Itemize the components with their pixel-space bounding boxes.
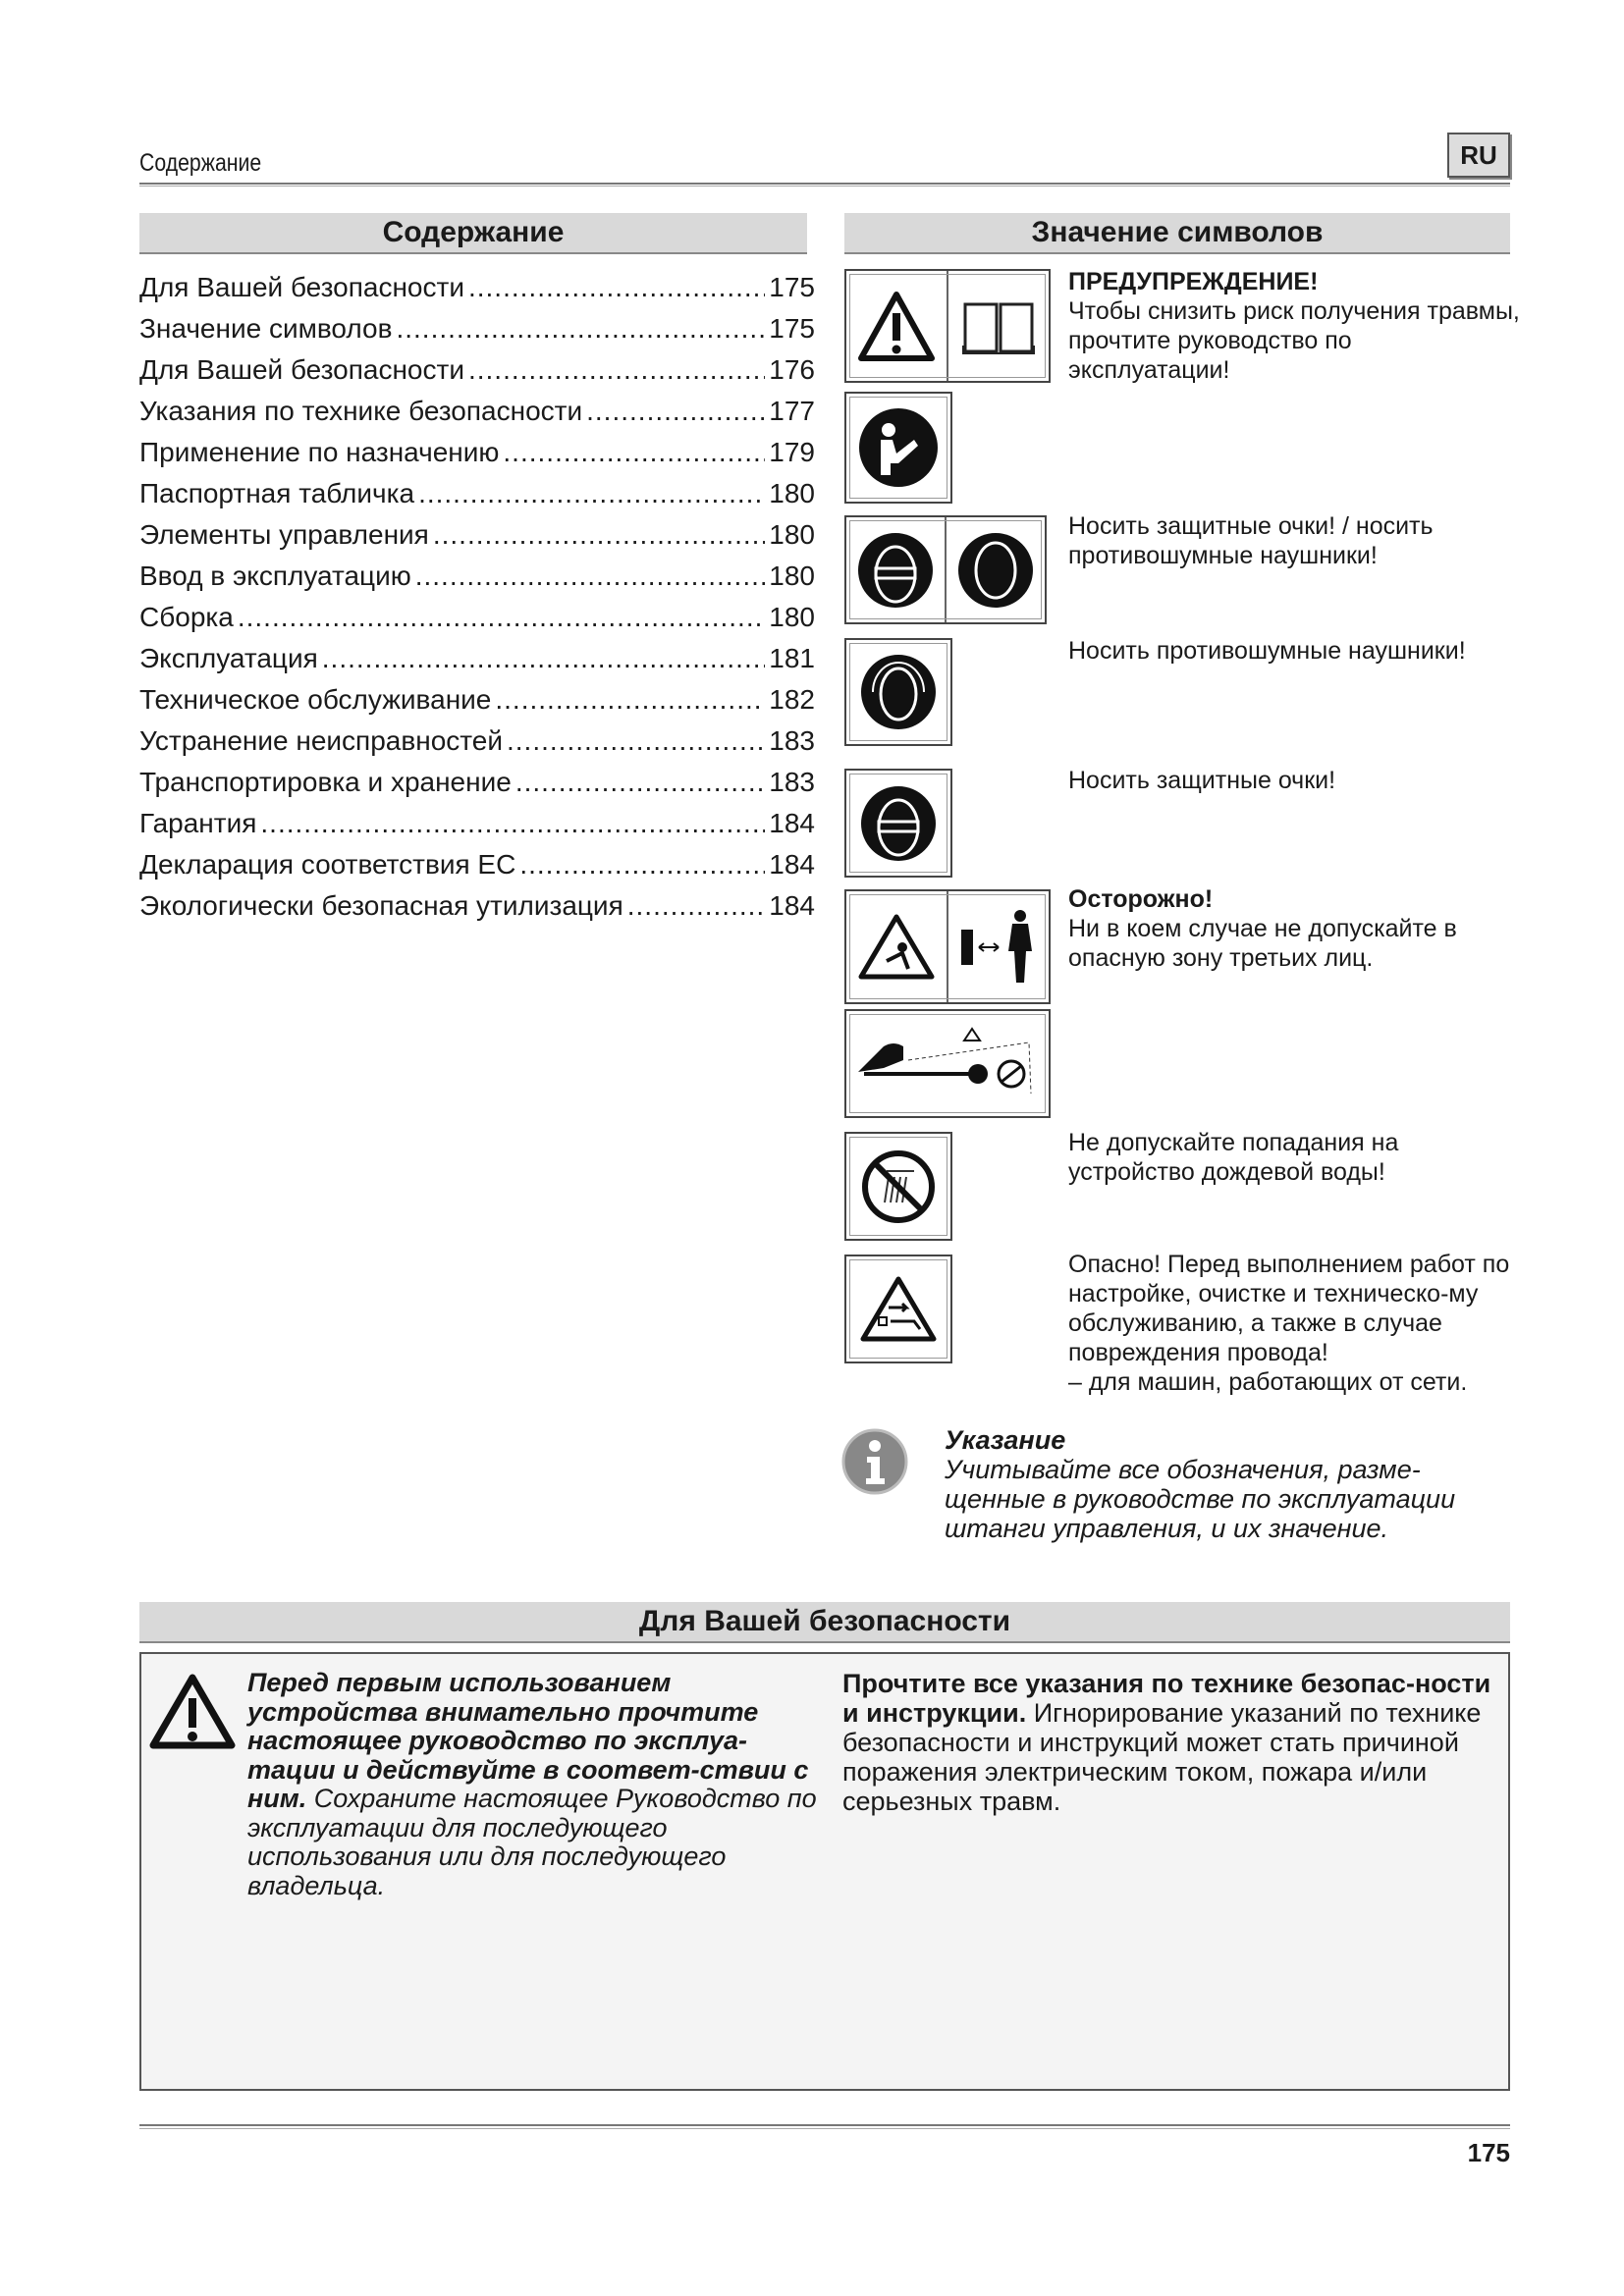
- toc-entry[interactable]: [139, 473, 815, 514]
- toc-entry-page: 180: [769, 602, 815, 632]
- toc-entry[interactable]: [139, 267, 815, 308]
- dot-leader: [468, 272, 765, 303]
- info-icon: [840, 1427, 909, 1501]
- toc-entry-page: 176: [769, 354, 815, 385]
- toc-entry-label: Для Вашей безопасности: [139, 272, 464, 302]
- caution-description: [1068, 884, 1520, 973]
- ear-description: Носить противошумные наушники!: [1068, 637, 1466, 665]
- header-divider: [139, 183, 1510, 187]
- toc-entry-page: 184: [769, 808, 815, 838]
- toc-entry-page: 175: [769, 313, 815, 344]
- caution-text: Ни в коем случае не допускайте в опасную зону третьих лиц.: [1068, 915, 1457, 972]
- toc-entry[interactable]: [139, 391, 815, 432]
- toc-entry-label: Сборка: [139, 602, 234, 632]
- safety-right-bold: Прочтите все указания по технике безопас-ности и инструкции.: [842, 1669, 1491, 1728]
- warning-text: Чтобы снизить риск получения травмы, прочтите руководство по эксплуатации!: [1068, 297, 1520, 384]
- toc-entry[interactable]: [139, 721, 815, 762]
- ear-protection-icon: [945, 517, 1045, 622]
- caution-heading: Осторожно!: [1068, 885, 1214, 913]
- warning-description: [1068, 267, 1520, 385]
- read-manual-icon: [846, 394, 950, 502]
- book-icon: [947, 271, 1049, 381]
- goggles-ear-description: Носить защитные очки! / носить противошумные наушники!: [1068, 512, 1434, 569]
- toc-entry-label: Элементы управления: [139, 519, 429, 550]
- dot-leader: [468, 354, 765, 386]
- unplug-symbol: [844, 1255, 952, 1363]
- rain-description: Не допускайте попадания на устройство дождевой воды!: [1068, 1129, 1399, 1186]
- warning-manual-symbol: [844, 269, 1051, 383]
- danger-text: Опасно! Перед выполнением работ по настройке, очистке и техническо-му обслуживанию, а также в случае повреждения провода!: [1068, 1251, 1510, 1366]
- dot-leader: [396, 313, 765, 345]
- safety-left-bold: Перед первым использованием устройства внимательно прочтите настоящее руководство по эксплуа-тации и действуйте в соответ-ствии с ним.: [247, 1668, 809, 1813]
- toc-entry-label: Техническое обслуживание: [139, 684, 492, 715]
- no-rain-icon: [846, 1134, 950, 1239]
- dot-leader: [415, 561, 766, 592]
- keep-distance-icon: [947, 891, 1049, 1002]
- goggles-description: Носить защитные очки!: [1068, 767, 1336, 794]
- dot-leader: [627, 890, 766, 922]
- toc-entry-label: Декларация соответствия ЕС: [139, 849, 516, 880]
- toc-entry[interactable]: [139, 638, 815, 679]
- toc-entry-page: 184: [769, 849, 815, 880]
- dot-leader: [433, 519, 765, 551]
- toc-entry-label: Ввод в эксплуатацию: [139, 561, 411, 591]
- dot-leader: [238, 602, 765, 633]
- toc-entry[interactable]: [139, 597, 815, 638]
- toc-entry-label: Гарантия: [139, 808, 257, 838]
- note-heading: Указание: [945, 1425, 1066, 1455]
- toc-entry[interactable]: [139, 885, 815, 927]
- read-manual-symbol: [844, 392, 952, 504]
- dot-leader: [519, 849, 765, 881]
- toc-entry-label: Транспортировка и хранение: [139, 767, 512, 797]
- page-number: 175: [1467, 2138, 1510, 2167]
- warning-triangle-icon: [846, 271, 947, 381]
- ear-symbol: [844, 638, 952, 746]
- language-badge: RU: [1447, 133, 1510, 178]
- toc-entry-page: 183: [769, 725, 815, 756]
- rain-symbol: [844, 1132, 952, 1241]
- table-of-contents: [139, 267, 815, 927]
- toc-entry[interactable]: [139, 308, 815, 349]
- toc-entry-page: 180: [769, 561, 815, 591]
- dot-leader: [507, 725, 765, 757]
- note-text: Учитывайте все обозначения, разме-щенные в руководстве по эксплуатации штанги управления, и их значение.: [945, 1455, 1456, 1543]
- safety-right-rest: Игнорирование указаний по технике безопасности и инструкций может стать причиной поражения электрическим током, пожара и/или серьезных травм.: [842, 1698, 1482, 1816]
- ear-protection-icon: [846, 640, 950, 744]
- toc-entry-page: 181: [769, 643, 815, 673]
- toc-entry-label: Эксплуатация: [139, 643, 318, 673]
- footer-divider: [139, 2124, 1510, 2129]
- toc-entry[interactable]: [139, 762, 815, 803]
- toc-entry[interactable]: [139, 844, 815, 885]
- dot-leader: [418, 478, 765, 509]
- goggles-symbol: [844, 769, 952, 878]
- bystander-symbol: [844, 889, 1051, 1004]
- unplug-warning-icon: [846, 1256, 950, 1362]
- note: [945, 1425, 1514, 1543]
- warning-heading: ПРЕДУПРЕЖДЕНИЕ!: [1068, 268, 1319, 295]
- toc-entry-page: 175: [769, 272, 815, 302]
- toc-entry-label: Применение по назначению: [139, 437, 500, 467]
- warning-triangle-icon: [149, 1673, 236, 1756]
- toc-entry-page: 180: [769, 478, 815, 508]
- toc-entry-label: Для Вашей безопасности: [139, 354, 464, 385]
- toc-entry-page: 177: [769, 396, 815, 426]
- goggles-ear-symbol: [844, 515, 1047, 624]
- safety-left-text: [247, 1669, 817, 1900]
- dot-leader: [503, 437, 765, 468]
- toc-entry-page: 179: [769, 437, 815, 467]
- toc-heading: Содержание: [139, 213, 807, 254]
- toc-entry[interactable]: [139, 349, 815, 391]
- danger-subtext: – для машин, работающих от сети.: [1068, 1368, 1468, 1396]
- dot-leader: [515, 767, 765, 798]
- working-distance-symbol: [844, 1009, 1051, 1118]
- dot-leader: [322, 643, 766, 674]
- trimmer-operator-icon: [846, 1011, 1049, 1116]
- toc-entry[interactable]: [139, 432, 815, 473]
- toc-entry-label: Устранение неисправностей: [139, 725, 503, 756]
- thrown-objects-icon: [846, 891, 947, 1002]
- toc-entry-page: 183: [769, 767, 815, 797]
- goggles-icon: [846, 771, 950, 876]
- toc-entry-label: Паспортная табличка: [139, 478, 415, 508]
- toc-entry-label: Указания по технике безопасности: [139, 396, 583, 426]
- toc-entry[interactable]: [139, 556, 815, 597]
- toc-entry-label: Значение символов: [139, 313, 393, 344]
- goggles-icon: [846, 517, 945, 622]
- toc-entry-label: Экологически безопасная утилизация: [139, 890, 623, 921]
- dot-leader: [260, 808, 765, 839]
- toc-entry-page: 180: [769, 519, 815, 550]
- toc-entry[interactable]: [139, 803, 815, 844]
- safety-left-rest: Сохраните настоящее Руководство по эксплуатации для последующего использования или для последующего владельца.: [247, 1784, 817, 1900]
- safety-heading: Для Вашей безопасности: [139, 1602, 1510, 1643]
- danger-description: [1068, 1250, 1520, 1397]
- toc-entry-page: 182: [769, 684, 815, 715]
- safety-right-text: [842, 1669, 1510, 1816]
- running-header: Содержание: [139, 149, 262, 177]
- dot-leader: [586, 396, 765, 427]
- toc-entry-page: 184: [769, 890, 815, 921]
- toc-entry[interactable]: [139, 514, 815, 556]
- toc-entry[interactable]: [139, 679, 815, 721]
- symbols-heading: Значение символов: [844, 213, 1510, 254]
- dot-leader: [495, 684, 765, 716]
